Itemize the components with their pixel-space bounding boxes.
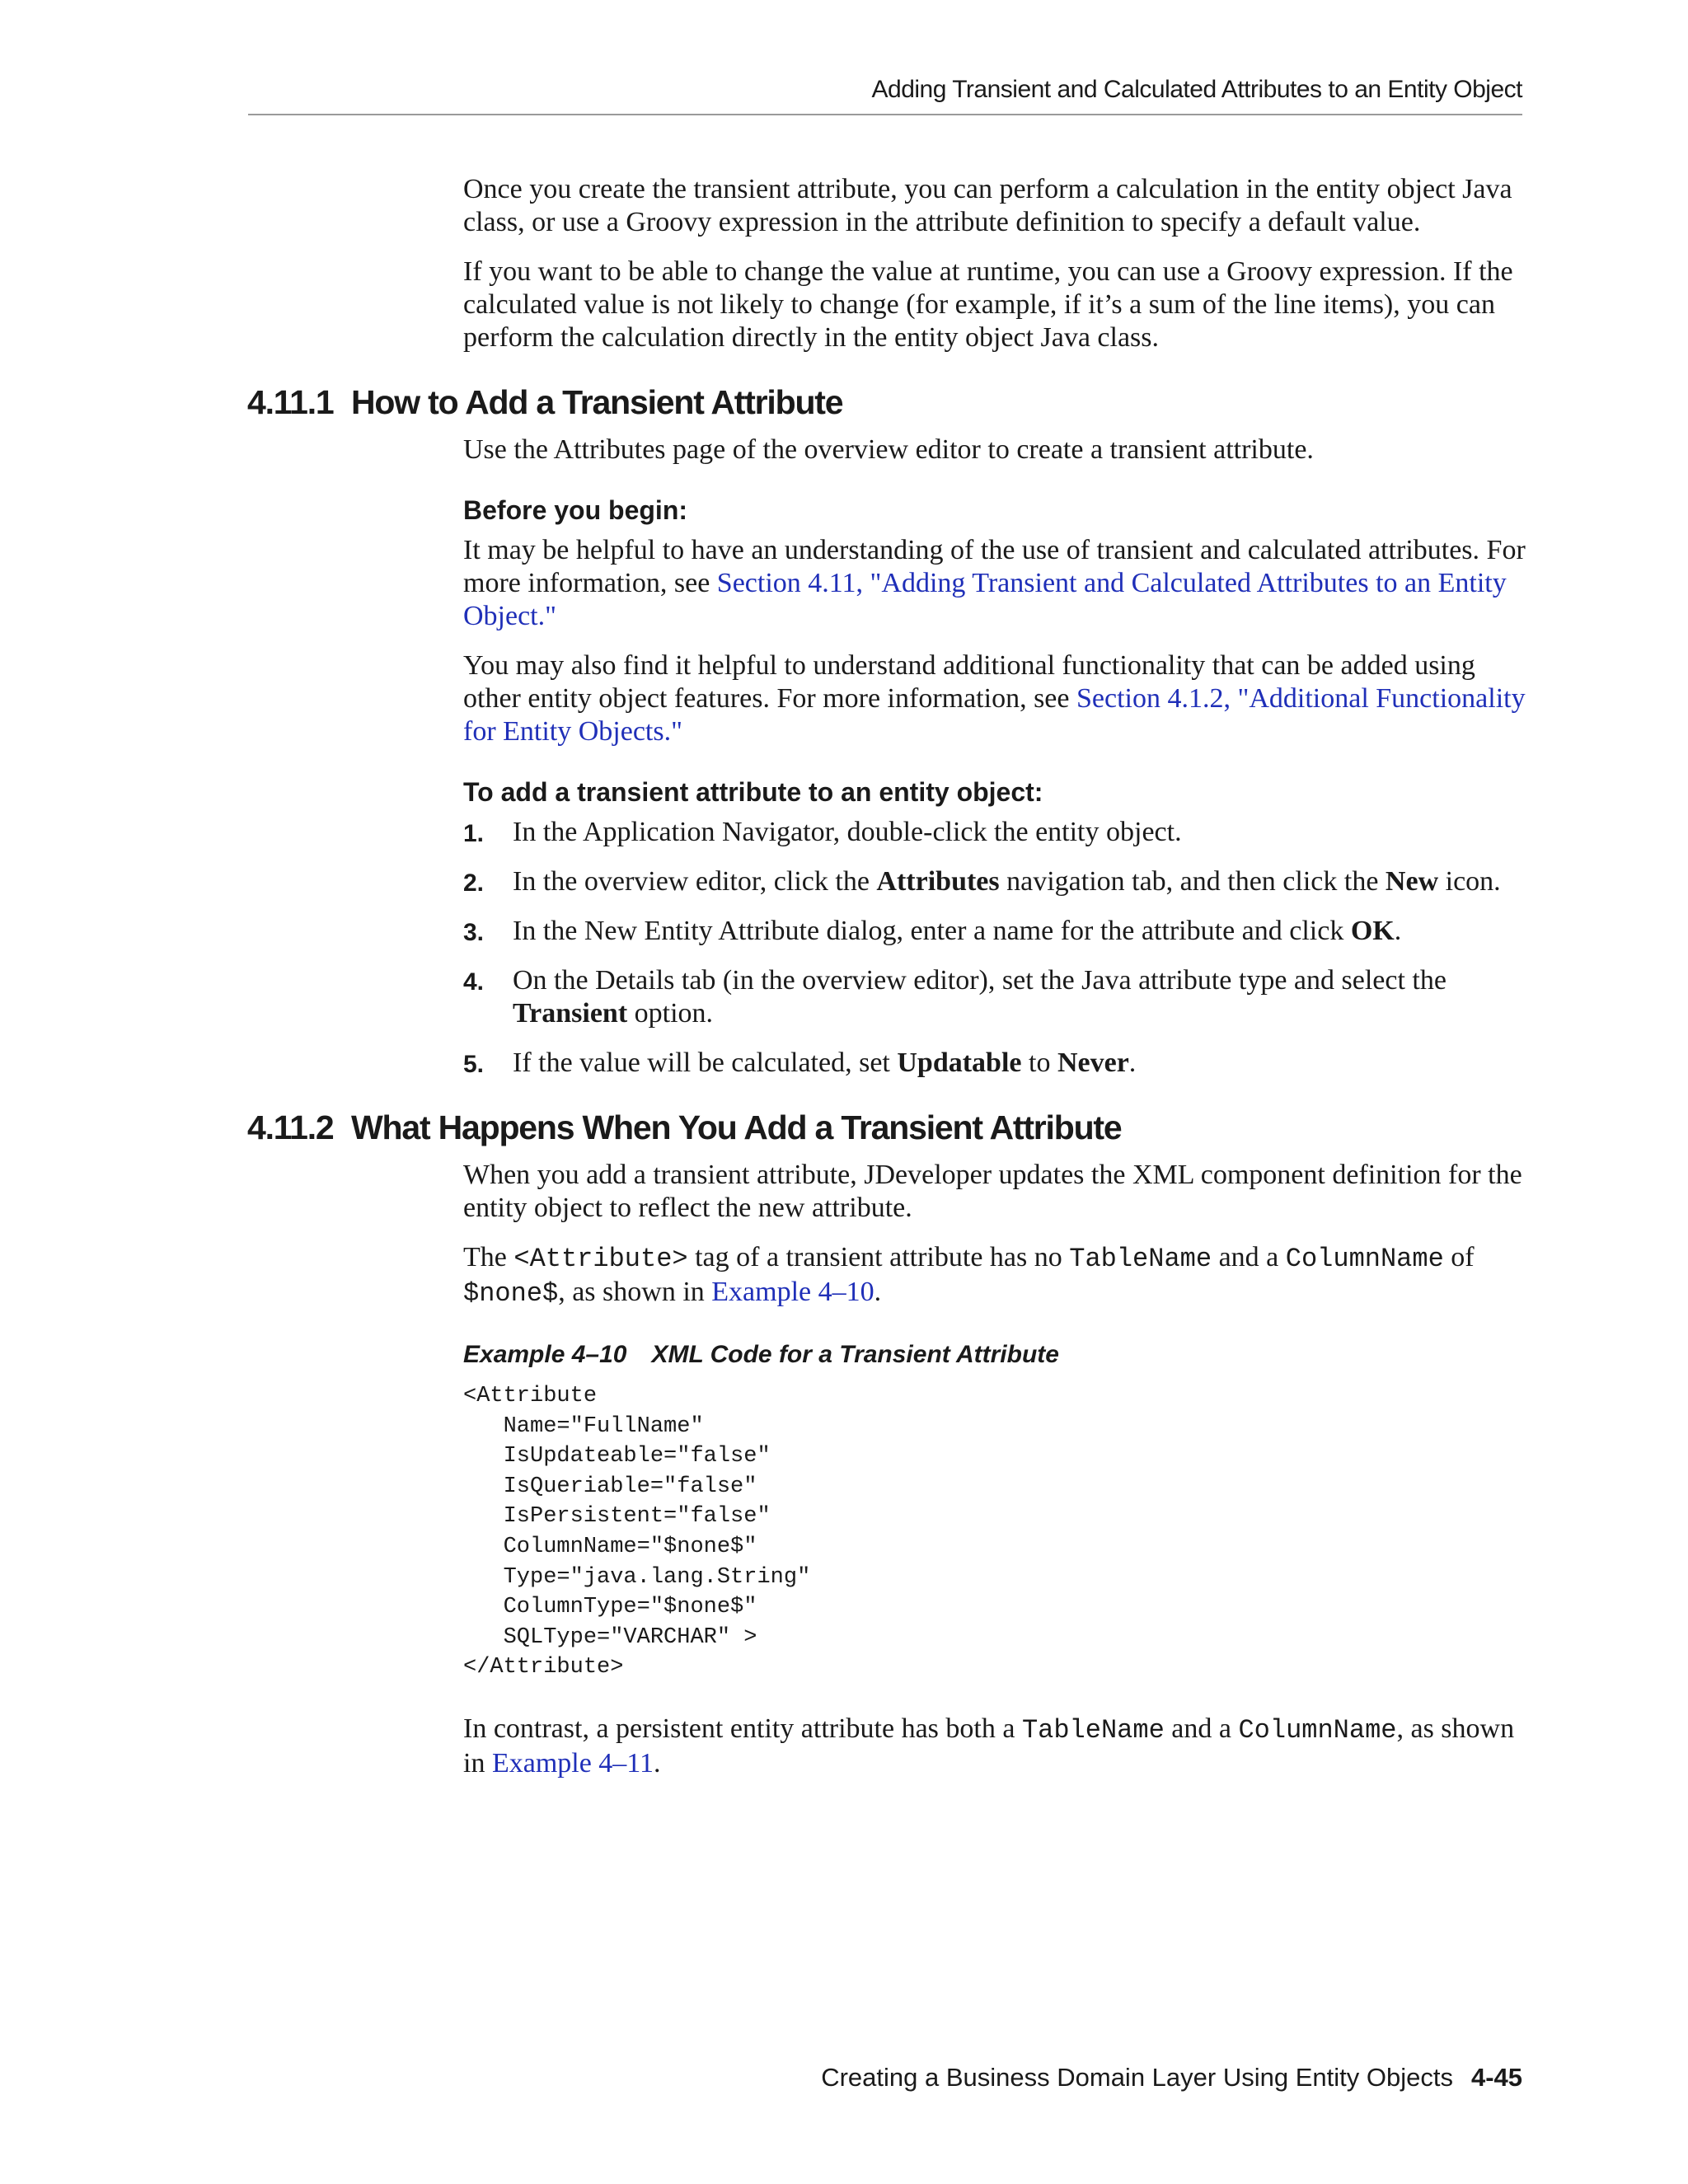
section-title: What Happens When You Add a Transient Attribute [351,1108,1122,1146]
code-none: $none$ [463,1278,559,1309]
code-columnname: ColumnName [1285,1244,1444,1274]
before-paragraph-2 [463,649,1526,748]
step-text: to [1021,1047,1057,1078]
step-text: . [1128,1047,1137,1078]
running-header [248,76,1522,115]
example-number: Example 4–10 [463,1341,627,1368]
step-item [463,915,1526,948]
procedure-heading: To add a transient attribute to an entity object: [463,777,1043,807]
intro-paragraph-1: Once you create the transient attribute, you can perform a calculation in the entity object Java class, or use a Groovy expression in the attribute definition to specify a default value. [463,174,1512,237]
text-run: . [654,1747,661,1779]
procedure-steps [463,816,1526,1080]
text-run: and a [1164,1713,1239,1744]
text-run: of [1443,1242,1475,1272]
ui-term-updatable: Updatable [897,1047,1022,1078]
step-text: navigation tab, and then click the [999,866,1386,897]
step-number: 5. [463,1051,485,1078]
step-text: In the New Entity Attribute dialog, enter a name for the attribute and click [513,916,1351,946]
before-you-begin-heading: Before you begin: [463,495,688,525]
intro-paragraph-2: If you want to be able to change the value at runtime, you can use a Groovy expression. If the calculated value is not likely to change (for example, if it’s a sum of the line items), you can perform the calculation directly in the entity object Java class. [463,256,1513,353]
section-intro-paragraph: Use the Attributes page of the overview editor to create a transient attribute. [463,434,1314,465]
step-item [463,816,1526,849]
text-run: , as shown in [463,1713,1515,1779]
text-run: The [463,1242,514,1272]
code-tablename: TableName [1021,1714,1165,1746]
example-caption [463,1340,1526,1370]
code-columnname: ColumnName [1238,1714,1397,1746]
step-text: icon. [1438,866,1501,897]
step-item [463,1047,1526,1080]
section-heading-4-11-1 [247,382,1526,422]
before-paragraph-2-text: You may also find it helpful to understand additional functionality that can be added using other entity object features. For more information, see [463,650,1475,714]
text-run: . [874,1277,882,1307]
section-paragraph-3 [463,1713,1526,1780]
step-item [463,865,1526,898]
running-footer [821,2063,1522,2093]
section-title: How to Add a Transient Attribute [351,383,843,421]
step-item [463,964,1526,1030]
code-tablename: TableName [1069,1244,1212,1274]
code-example-block: <Attribute Name="FullName" IsUpdateable="false" IsQueriable="false" IsPersistent="false" ColumnName="$none$" Type="java.lang.String" ColumnType="$none$" SQLType="VARCHAR" > </Attribute> [463,1384,811,1680]
step-text: If the value will be calculated, set [513,1047,898,1078]
before-paragraph-1 [463,534,1526,633]
page-number: 4-45 [1470,2063,1522,2092]
text-run: , as shown in [558,1277,712,1307]
before-paragraph-1-text: It may be helpful to have an understanding of the use of transient and calculated attributes. For more information, see [463,535,1526,598]
section-number: 4.11.1 [247,383,334,421]
page-content [247,173,1526,1797]
text-run: and a [1212,1242,1286,1272]
ui-term-attributes: Attributes [876,866,1000,897]
section-paragraph-2 [463,1241,1526,1310]
text-run: tag of a transient attribute has no [687,1242,1070,1272]
footer-book-title: Creating a Business Domain Layer Using Entity Objects [821,2063,1453,2092]
example-title: XML Code for a Transient Attribute [651,1341,1059,1368]
ui-term-transient: Transient [513,998,628,1029]
code-attribute-tag: <Attribute> [513,1244,688,1274]
xref-link-example-4-10[interactable]: Example 4–10 [711,1277,874,1307]
section-heading-4-11-2 [247,1108,1526,1147]
running-header-title: Adding Transient and Calculated Attributes to an Entity Object [871,76,1522,103]
step-text: . [1394,916,1402,946]
step-text: On the Details tab (in the overview editor), set the Java attribute type and select the [513,965,1447,996]
ui-term-never: Never [1057,1047,1129,1078]
step-number: 3. [463,919,485,946]
ui-term-new: New [1385,866,1439,897]
step-text: option. [627,998,714,1029]
step-number: 4. [463,968,485,996]
text-run: In contrast, a persistent entity attribute has both a [463,1713,1022,1744]
ui-term-ok: OK [1350,916,1395,946]
xref-link-section-4-1-2[interactable]: Section 4.1.2, "Additional Functionality for Entity Objects." [463,683,1526,747]
step-text: In the overview editor, click the [513,866,877,897]
step-number: 1. [463,820,485,847]
xref-link-section-4-11[interactable]: Section 4.11, "Adding Transient and Calculated Attributes to an Entity Object." [463,568,1507,631]
xref-link-example-4-11[interactable]: Example 4–11 [491,1747,654,1779]
section-number: 4.11.2 [247,1108,334,1146]
step-number: 2. [463,869,485,897]
step-text: In the Application Navigator, double-click the entity object. [513,817,1182,847]
section-paragraph-1: When you add a transient attribute, JDeveloper updates the XML component definition for the entity object to reflect the new attribute. [463,1160,1522,1223]
